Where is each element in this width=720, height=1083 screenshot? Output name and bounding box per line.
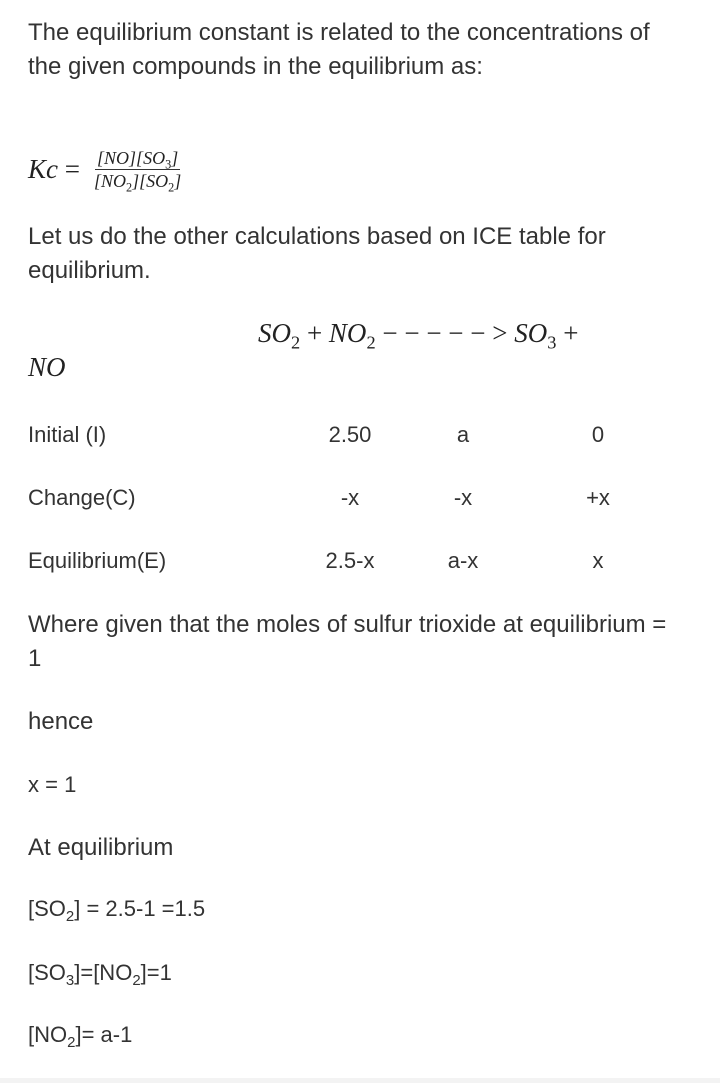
ice-row-equilibrium xyxy=(0,548,720,588)
cell-so2: -x xyxy=(340,485,360,510)
ice-row-initial xyxy=(0,422,720,462)
kc-fraction xyxy=(93,148,182,195)
given-text: Where given that the moles of sulfur trioxide at equilibrium = 1 xyxy=(28,611,667,672)
cell-no2: a-x xyxy=(447,548,479,573)
cell-so2: 2.5-x xyxy=(325,548,375,573)
kc-denominator: $[NO_2][SO_2]$ xyxy=(93,171,182,195)
at-equilibrium-heading: At equilibrium xyxy=(28,834,174,861)
no2-concentration: $[NO_2]= a-1$ xyxy=(28,1022,133,1052)
cell-so2: 2.50 xyxy=(328,422,372,447)
reaction-product-no: NO xyxy=(28,352,66,382)
ice-row-change xyxy=(0,485,720,525)
kc-numerator: $[NO][SO_3]$ xyxy=(97,148,179,172)
kc-symbol: Kc = xyxy=(28,154,80,184)
cell-no2: -x xyxy=(453,485,473,510)
cell-no2: a xyxy=(456,422,470,447)
ice-intro-text: Let us do the other calculations based on ICE table for equilibrium. xyxy=(28,223,606,284)
kc-expression xyxy=(28,148,182,195)
reaction-equation: $SO_2 + NO_2$ − − − − − > $SO_3$ + xyxy=(258,318,579,353)
x-value: x = 1 xyxy=(28,772,77,797)
cell-so3: x xyxy=(592,548,604,573)
row-label: Initial (I) xyxy=(28,422,107,447)
intro-text: The equilibrium constant is related to the concentrations of the given compounds in the equilibrium as: xyxy=(28,19,650,80)
so2-concentration: $[SO_2] = 2.5-1 =1.5$ xyxy=(28,896,206,926)
cell-so3: +x xyxy=(586,485,610,510)
cell-so3: 0 xyxy=(591,422,605,447)
so3-no2-concentration: $[SO_3]=[NO_2]=1$ xyxy=(28,960,172,990)
bottom-divider xyxy=(0,1078,720,1083)
hence-text: hence xyxy=(28,708,94,735)
row-label: Equilibrium(E) xyxy=(28,548,167,573)
row-label: Change(C) xyxy=(28,485,136,510)
